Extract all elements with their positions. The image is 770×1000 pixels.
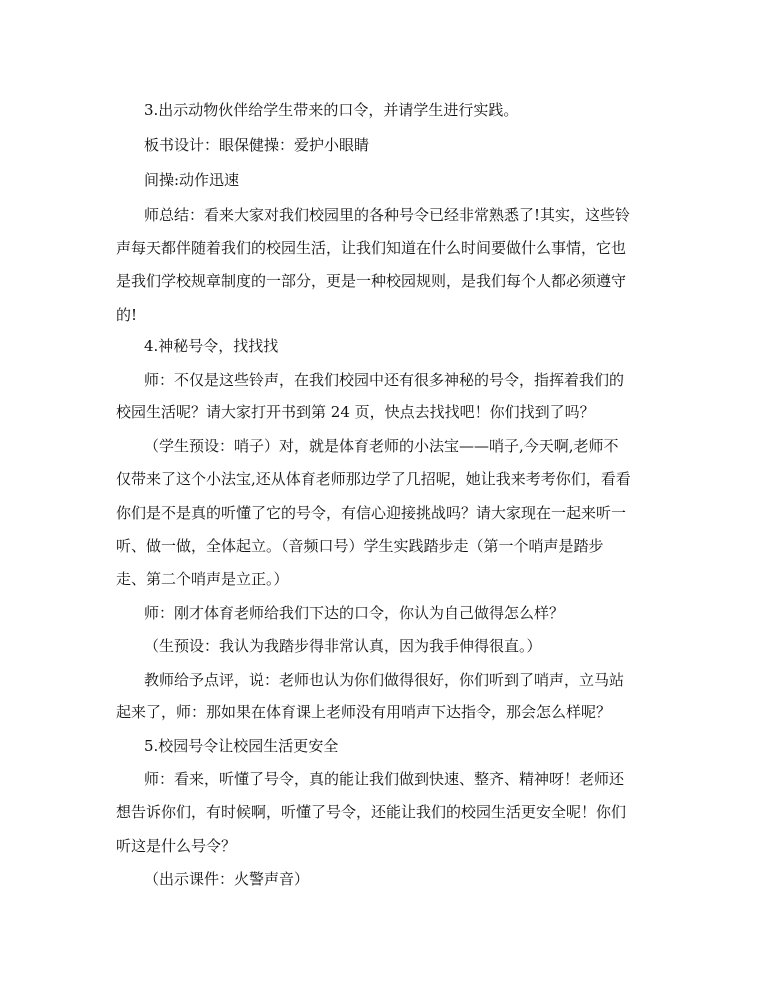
text-line: 听这是什么号令？ (116, 837, 237, 855)
text-line: （学生预设：哨子）对，就是体育老师的小法宝——哨子,今天啊,老师不 (144, 437, 619, 455)
text-line: 走、第二个哨声是立正。） (116, 570, 289, 588)
text-line: 声每天都伴随着我们的校园生活，让我们知道在什么时间要做什么事情，它也 (116, 239, 627, 257)
text-line: 想告诉你们，有时候啊，听懂了号令，还能让我们的校园生活更安全呢！你们 (116, 803, 627, 821)
text-line: 的! (116, 306, 138, 324)
text-line: 3.出示动物伙伴给学生带来的口令，并请学生进行实践。 (144, 101, 519, 119)
text-line: 间操:动作迅速 (144, 171, 240, 189)
text-line: 师：刚才体育老师给我们下达的口令，你认为自己做得怎么样？ (144, 604, 565, 622)
text-line: 师：不仅是这些铃声，在我们校园中还有很多神秘的号令，指挥着我们的 (144, 371, 625, 389)
text-line: （出示课件：火警声音） (144, 870, 310, 888)
text-line: 师：看来，听懂了号令，真的能让我们做到快速、整齐、精神呀！老师还 (144, 770, 625, 788)
text-line: 起来了，师：那如果在体育课上老师没有用哨声下达指令，那会怎么样呢？ (116, 703, 612, 721)
text-line: 是我们学校规章制度的一部分，更是一种校园规则，是我们每个人都必须遵守 (116, 272, 627, 290)
text-line: （生预设：我认为我踏步得非常认真，因为我手伸得很直。） (144, 637, 542, 655)
section-heading: 5.校园号令让校园生活更安全 (144, 737, 339, 755)
text-line: 你们是不是真的听懂了它的号令，有信心迎接挑战吗？请大家现在一起来听一 (116, 504, 627, 522)
text-line: 校园生活呢？请大家打开书到第 24 页，快点去找找吧！你们找到了吗？ (116, 403, 595, 421)
text-line: 师总结：看来大家对我们校园里的各种号令已经非常熟悉了!其实，这些铃 (144, 206, 631, 224)
text-line: 仅带来了这个小法宝,还从体育老师那边学了几招呢，她让我来考考你们，看看 (116, 470, 631, 488)
text-line: 教师给予点评，说：老师也认为你们做得很好，你们听到了哨声，立马站 (144, 671, 625, 689)
text-line: 板书设计：眼保健操：爱护小眼睛 (144, 136, 370, 154)
text-line: 听、做一做，全体起立。（音频口号）学生实践踏步走（第一个哨声是踏步 (116, 537, 604, 555)
section-heading: 4.神秘号令，找找找 (144, 337, 279, 355)
